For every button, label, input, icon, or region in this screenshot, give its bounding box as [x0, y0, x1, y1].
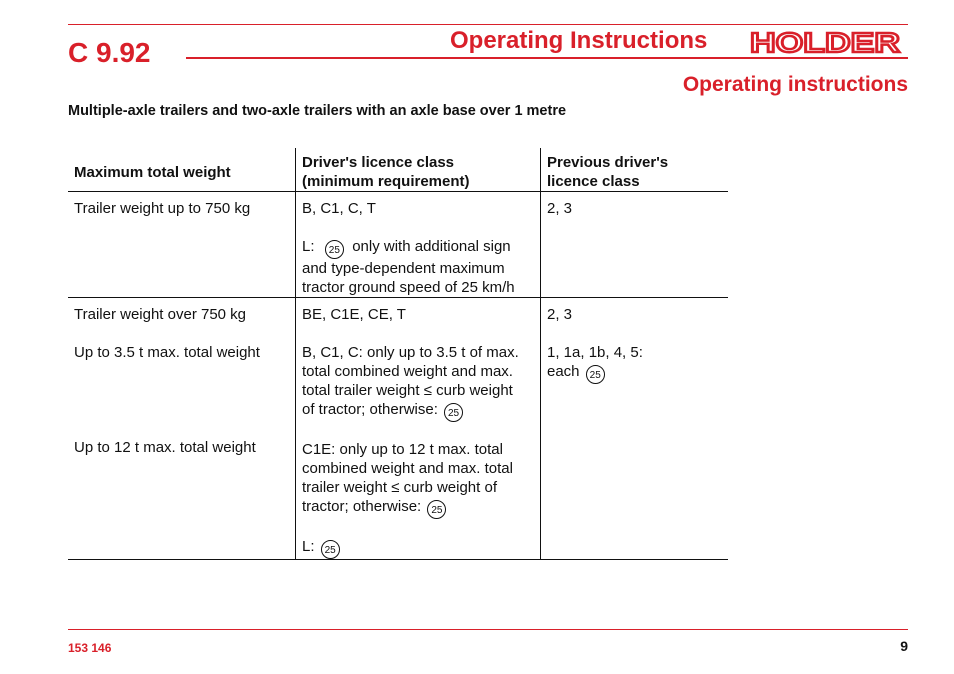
cell-licence: BE, C1E, CE, T B, C1, C: only up to 3.5 t of max. total combined weight and max. total trailer weight ≤ curb weight of tractor; otherwise: 25 C1E: only up to 12 t max. total combined weight and max. total trailer weight ≤ curb weight of tractor; otherwise: 25 L: 25 [296, 298, 541, 560]
holder-logo [750, 29, 902, 55]
sign-25-icon: 25 [444, 403, 463, 422]
header-top-rule [68, 24, 908, 25]
sign-25-icon: 25 [321, 540, 340, 559]
subheading: Multiple-axle trailers and two-axle trailers with an axle base over 1 metre [68, 103, 567, 119]
header-rule [186, 57, 908, 59]
table-row [68, 298, 728, 560]
model-number: C 9.92 [68, 37, 151, 68]
cell-weight: Trailer weight over 750 kg Up to 3.5 t max. total weight Up to 12 t max. total weight [68, 298, 296, 560]
cell-weight: Trailer weight up to 750 kg [68, 192, 296, 298]
table-header-row [68, 148, 728, 192]
footer-rule [68, 629, 908, 630]
col-header-max-weight: Maximum total weight [68, 148, 296, 192]
header-title: Operating Instructions [450, 27, 708, 54]
licence-table [68, 148, 728, 560]
cell-previous: 2, 3 [541, 192, 729, 298]
page-number: 9 [900, 638, 908, 654]
logo-text: HOLDER [750, 29, 900, 55]
sign-25-icon: 25 [586, 365, 605, 384]
col-header-previous-class: Previous driver's licence class [541, 148, 729, 192]
table-row [68, 192, 728, 298]
document-number: 153 146 [68, 641, 112, 655]
section-title: Operating instructions [682, 73, 908, 96]
col-header-licence-class: Driver's licence class (minimum requirement) [296, 148, 541, 192]
sign-25-icon: 25 [427, 500, 446, 519]
cell-previous: 2, 3 1, 1a, 1b, 4, 5: each 25 [541, 298, 729, 560]
sign-25-icon: 25 [325, 240, 344, 259]
cell-licence: B, C1, C, T L: 25 only with additional sign and type-dependent maximum tractor ground speed of 25 km/h [296, 192, 541, 298]
